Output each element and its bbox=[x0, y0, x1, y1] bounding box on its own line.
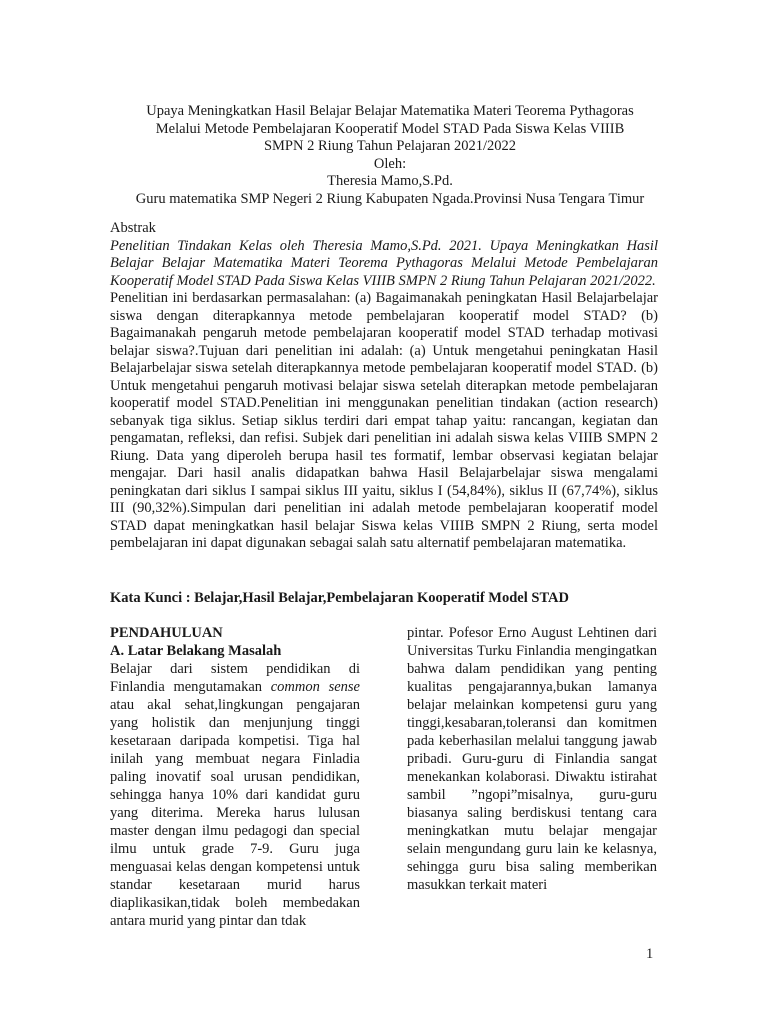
subsection-heading: A. Latar Belakang Masalah bbox=[110, 643, 282, 659]
abstract-body: Penelitian ini berdasarkan permasalahan: (a) Bagaimanakah peningkatan Hasil Belajarbelajar siswa dengan diterapkannya metode pembelajaran kooperatif model STAD? (b) Bagaimanakah pengaruh metode pembelajaran kooperatif model STAD terhadap motivasi belajar siswa?.Tujuan dari penelitian ini adalah: (a) Untuk mengetahui peningkatan Hasil Belajarbelajar siswa setelah diterapkannya metode pembelajaran kooperatif model STAD. (b) Untuk mengetahui pengaruh motivasi belajar siswa setelah diterapkan metode pembelajaran kooperatif model STAD.Penelitian ini menggunakan penelitian tindakan (action research) sebanyak tiga siklus. Setiap siklus terdiri dari empat tahap yaitu: rancangan, kegiatan dan pengamatan, refleksi, dan refisi. Subjek dari penelitian ini adalah siswa kelas VIIIB SMPN 2 Riung. Data yang diperoleh berupa hasil tes formatif, lembar observasi kegiatan belajar mengajar. Dari hasil analis didapatkan bahwa Hasil Belajarbelajar siswa mengalami peningkatan dari siklus I sampai siklus III yaitu, siklus I (54,84%), siklus II (67,74%), siklus III (90,32%).Simpulan dari penelitian ini adalah metode pembelajaran kooperatif model STAD dapat meningkatkan hasil belajar Siswa kelas VIIIB SMPN 2 Riung, serta model pembelajaran ini dapat digunakan sebagai salah satu alternatif pembelajaran matematika. bbox=[110, 290, 658, 551]
right-column bbox=[407, 624, 657, 894]
keywords: Kata Kunci : Belajar,Hasil Belajar,Pembelajaran Kooperatif Model STAD bbox=[110, 590, 569, 606]
left-text-part-1: Belajar dari sistem pendidikan di Finlandia mengutamakan bbox=[110, 661, 360, 695]
left-text-part-2: atau akal sehat,lingkungan pengajaran yang holistik dan menjunjung tinggi kesetaraan daripada kompetisi. Tiga hal inilah yang membuat negara Finladia paling inovatif soal urusan pendidikan, sehingga hanya 10% dari kandidat guru yang diterima. Mereka harus lulusan master dengan ilmu pedagogi dan special ilmu untuk grade 7-9. Guru juga menguasai kelas dengan kompetensi untuk standar kesetaraan murid harus diaplikasikan,tidak boleh membedakan antara murid yang pintar dan tdak bbox=[110, 697, 360, 929]
by-label: Oleh: bbox=[373, 155, 407, 172]
abstract-citation: Penelitian Tindakan Kelas oleh Theresia Mamo,S.Pd. 2021. Upaya Meningkatkan Hasil Belajar Belajar Matematika Materi Teorema Pythagoras Melalui Metode Pembelajaran Kooperatif Model STAD Pada Siswa Kelas VIIIB SMPN 2 Riung Tahun Pelajaran 2021/2022. bbox=[110, 237, 658, 289]
author-name: Theresia Mamo,S.Pd. bbox=[327, 173, 453, 189]
abstract-section bbox=[110, 220, 658, 553]
page-number: 1 bbox=[646, 946, 654, 962]
author-affiliation: Guru matematika SMP Negeri 2 Riung Kabupaten Ngada.Provinsi Nusa Tengara Timur bbox=[135, 190, 645, 207]
right-column-paragraph: pintar. Pofesor Erno August Lehtinen dari Universitas Turku Finlandia mengingatkan bahwa dalam pendidikan yang penting kualitas pengajarannya,bukan lamanya belajar melainkan kompetensi guru yang tinggi,kesabaran,toleransi dan komitmen pada keberhasilan melalui tanggung jawab pribadi. Guru-guru di Finlandia sangat menekankan kolaborasi. Diwaktu istirahat sambil ”ngopi”misalnya, guru-guru biasanya saling berdiskusi tentang cara meningkatkan mutu belajar mengajar selain mengundang guru lain ke kelasnya, sehingga guru bisa saling memberikan masukkan terkait materi bbox=[407, 625, 657, 893]
section-heading: PENDAHULUAN bbox=[110, 625, 223, 641]
title-line-2: Melalui Metode Pembelajaran Kooperatif Model STAD Pada Siswa Kelas VIIIB bbox=[155, 120, 625, 137]
left-column-paragraph bbox=[110, 660, 360, 930]
paper-header bbox=[100, 103, 680, 208]
left-column bbox=[110, 624, 360, 930]
title-line-1: Upaya Meningkatkan Hasil Belajar Belajar Matematika Materi Teorema Pythagoras bbox=[146, 103, 634, 119]
abstract-label: Abstrak bbox=[110, 220, 156, 236]
title-line-3: SMPN 2 Riung Tahun Pelajaran 2021/2022 bbox=[263, 138, 517, 154]
left-text-emphasis: common sense bbox=[270, 679, 360, 695]
